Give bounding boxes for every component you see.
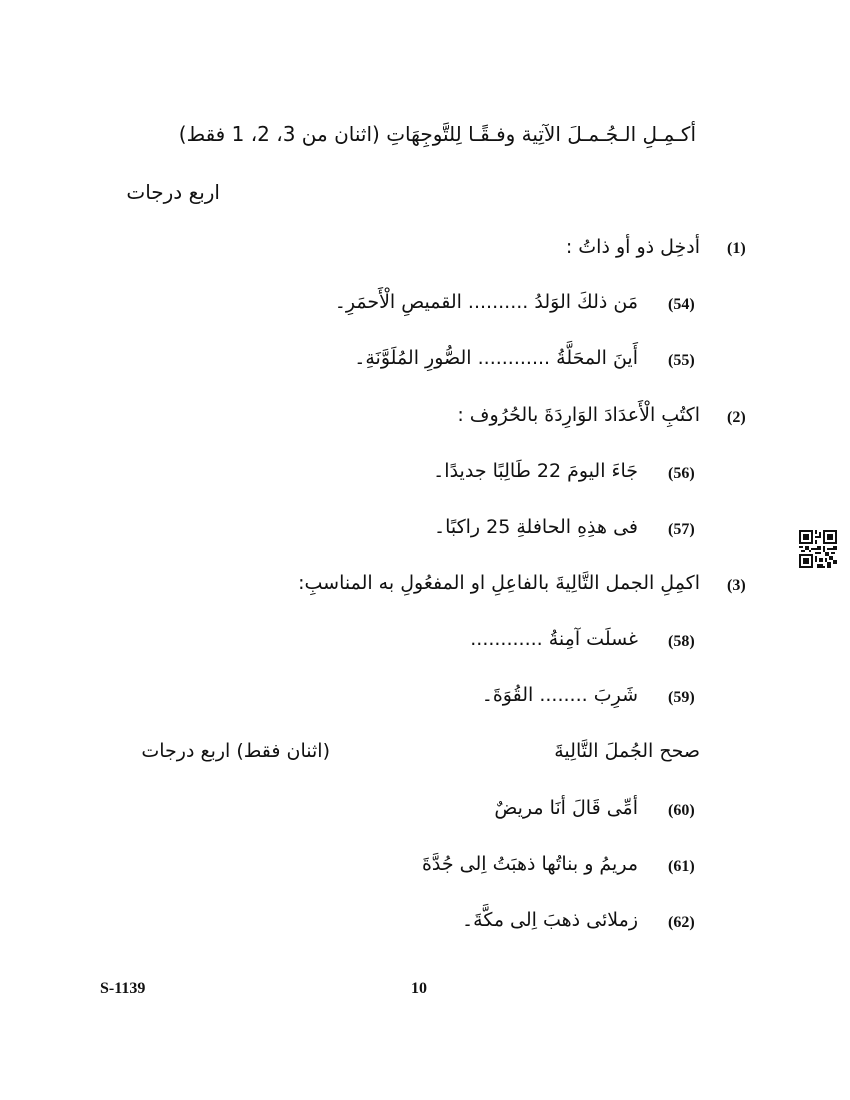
item-54-number: (54) — [668, 296, 695, 313]
section-3-title: اكمِلِ الجمل التَّالِيةَ بالفاعِلِ او المفعُولِ به المناسبِ: — [298, 572, 700, 594]
item-54-text: مَن ذلكَ الوَلدُ .......... القميصِ الْأَحمَرِ۔ — [334, 291, 638, 313]
item-58-number: (58) — [668, 633, 695, 650]
item-60-text: أمِّى قَالَ أنَا مريضٌ — [494, 797, 638, 819]
main-instruction: أكـمِـلِ الـجُـمـلَ الآتِية وفـقًـا لِلتَّوجِهَاتِ (اثنان من 3، 2، 1 فقط) — [178, 122, 696, 146]
qr-code-icon — [799, 530, 837, 568]
item-62-text: زملائى ذهبَ اِلى مكَّةَ۔ — [462, 909, 638, 931]
document-code: S-1139 — [100, 980, 146, 997]
item-56-number: (56) — [668, 465, 695, 482]
item-58-text: غسلَت آمِنةُ ............ — [470, 628, 638, 650]
item-59-number: (59) — [668, 689, 695, 706]
section-1-number: (1) — [727, 240, 746, 257]
item-61-number: (61) — [668, 858, 695, 875]
section-2-title: اكتُبِ الْأَعدَادَ الوَارِدَةَ بالحُرُوف : — [457, 404, 700, 426]
page-number: 10 — [411, 980, 427, 997]
item-62-number: (62) — [668, 914, 695, 931]
marks-label: اربع درجات — [126, 180, 220, 204]
section-1-title: أدخِل ذو أو ذاتُ : — [565, 236, 700, 258]
item-60-number: (60) — [668, 802, 695, 819]
section-3-number: (3) — [727, 577, 746, 594]
item-59-text: شَرِبَ ........ القُوَةَ۔ — [481, 684, 638, 706]
item-55-number: (55) — [668, 352, 695, 369]
item-57-text: فى هذِهِ الحافلةِ 25 راكبًا۔ — [433, 516, 638, 538]
item-57-number: (57) — [668, 521, 695, 538]
section-4-note: (اثنان فقط) اربع درجات — [141, 740, 330, 762]
item-55-text: أَينَ المحَلَّةُ ............ الصُّورِ المُلَوَّنَةِ۔ — [354, 347, 638, 369]
section-4-title: صحح الجُملَ التَّالِيةَ — [554, 740, 700, 762]
section-2-number: (2) — [727, 409, 746, 426]
item-56-text: جَاءَ اليومَ 22 طَالِبًا جديدًا۔ — [433, 460, 638, 482]
item-61-text: مريمُ و بناتُها ذهبَتُ اِلى جُدَّةَ — [421, 853, 638, 875]
